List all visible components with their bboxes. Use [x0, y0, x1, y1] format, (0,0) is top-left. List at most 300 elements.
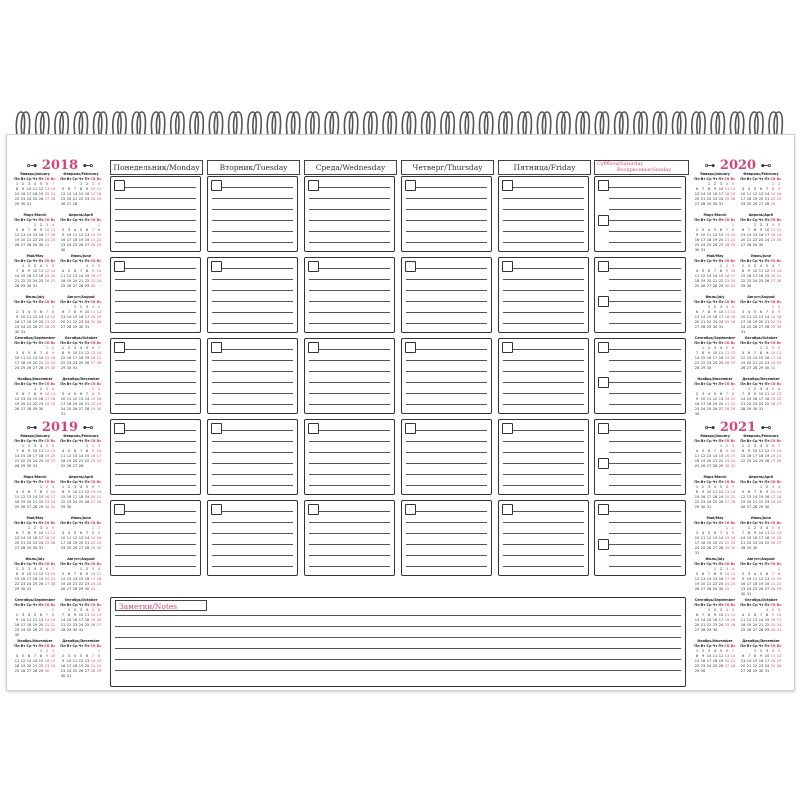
date-checkbox[interactable] — [114, 423, 125, 434]
writing-line[interactable] — [115, 279, 196, 280]
day-cell[interactable] — [110, 419, 201, 495]
writing-line[interactable] — [503, 441, 584, 442]
writing-line[interactable] — [406, 544, 487, 545]
day-cell[interactable] — [498, 419, 589, 495]
writing-line[interactable] — [406, 220, 487, 221]
writing-line[interactable] — [406, 231, 487, 232]
writing-line[interactable] — [125, 268, 196, 269]
writing-line[interactable] — [609, 231, 681, 232]
year-title-2018: ⊶ 2018 ⊷ — [26, 158, 94, 173]
date-checkbox[interactable] — [598, 423, 609, 434]
writing-line[interactable] — [115, 312, 196, 313]
writing-line[interactable] — [222, 511, 293, 512]
day-header-weekend — [594, 160, 689, 175]
writing-line[interactable] — [609, 485, 681, 486]
writing-line[interactable] — [609, 430, 681, 431]
date-checkbox[interactable] — [114, 504, 125, 515]
writing-line[interactable] — [319, 268, 390, 269]
writing-line[interactable] — [319, 430, 390, 431]
date-checkbox[interactable] — [598, 215, 609, 226]
writing-line[interactable] — [309, 323, 390, 324]
writing-line[interactable] — [309, 533, 390, 534]
writing-line[interactable] — [416, 511, 487, 512]
day-cell[interactable] — [207, 338, 298, 414]
mini-month-grid: Пн Вт Ср Чт Пт Сб Вс 1 2 3 4 5 6 7 8 9 10 11 12 13 14 15 16 17 18 19 20 21 22 23 24 25 26 27 28 — [60, 177, 102, 206]
writing-line[interactable] — [609, 290, 681, 291]
writing-line[interactable] — [115, 463, 196, 464]
writing-line[interactable] — [212, 533, 293, 534]
mini-month-title: Май/May — [706, 516, 724, 520]
day-cell[interactable] — [304, 338, 395, 414]
writing-line[interactable] — [609, 533, 681, 534]
mini-month-title: Май/May — [26, 254, 44, 258]
writing-line[interactable] — [309, 198, 390, 199]
date-checkbox[interactable] — [598, 539, 609, 550]
writing-line[interactable] — [503, 323, 584, 324]
mini-month — [694, 557, 736, 597]
date-checkbox[interactable] — [211, 423, 222, 434]
writing-line[interactable] — [212, 231, 293, 232]
writing-line[interactable] — [319, 349, 390, 350]
writing-line[interactable] — [609, 209, 681, 210]
day-cell[interactable] — [401, 419, 492, 495]
writing-line[interactable] — [115, 393, 196, 394]
writing-line[interactable] — [406, 279, 487, 280]
mini-month — [740, 336, 782, 376]
mini-month-title: Июнь/June — [70, 516, 92, 520]
ornament-icon: ⊶ — [704, 421, 716, 434]
writing-line[interactable] — [125, 187, 196, 188]
mini-month-grid: Пн Вт Ср Чт Пт Сб Вс 1 2 3 4 5 6 7 8 9 10 11 12 13 14 15 16 17 18 19 20 21 22 23 24 25 26 27 28 29 30 — [740, 480, 782, 509]
writing-line[interactable] — [309, 312, 390, 313]
writing-line[interactable] — [406, 242, 487, 243]
writing-line[interactable] — [115, 566, 196, 567]
writing-line[interactable] — [609, 312, 681, 313]
writing-line[interactable] — [222, 430, 293, 431]
writing-line[interactable] — [503, 209, 584, 210]
writing-line[interactable] — [609, 555, 681, 556]
mini-month-grid: Пн Вт Ср Чт Пт Сб Вс 1 2 3 4 5 6 7 8 9 10 11 12 13 14 15 16 17 18 19 20 21 22 23 24 25 26 27 28 29 30 31 — [60, 300, 102, 329]
writing-line[interactable] — [309, 209, 390, 210]
day-cell[interactable] — [401, 257, 492, 333]
writing-line[interactable] — [212, 382, 293, 383]
date-checkbox[interactable] — [114, 261, 125, 272]
mini-month-grid: Пн Вт Ср Чт Пт Сб Вс 1 2 3 4 5 6 7 8 9 10 11 12 13 14 15 16 17 18 19 20 21 22 23 24 25 26 27 28 29 30 31 — [60, 644, 102, 678]
writing-line[interactable] — [503, 522, 584, 523]
writing-line[interactable] — [503, 393, 584, 394]
writing-line[interactable] — [503, 452, 584, 453]
writing-line[interactable] — [609, 441, 681, 442]
writing-line[interactable] — [503, 220, 584, 221]
writing-line[interactable] — [406, 463, 487, 464]
writing-line[interactable] — [309, 301, 390, 302]
writing-line[interactable] — [406, 198, 487, 199]
writing-line[interactable] — [212, 209, 293, 210]
mini-month-grid: Пн Вт Ср Чт Пт Сб Вс 1 2 3 4 5 6 7 8 9 10 11 12 13 14 15 16 17 18 19 20 21 22 23 24 25 26 27 28 29 30 31 — [740, 562, 782, 596]
writing-line[interactable] — [503, 566, 584, 567]
writing-line[interactable] — [416, 187, 487, 188]
writing-line[interactable] — [115, 371, 196, 372]
writing-line[interactable] — [115, 301, 196, 302]
writing-line[interactable] — [115, 555, 196, 556]
writing-line[interactable] — [222, 349, 293, 350]
writing-line[interactable] — [503, 474, 584, 475]
writing-line[interactable] — [212, 290, 293, 291]
weekend-cell[interactable] — [594, 500, 686, 576]
writing-line[interactable] — [503, 533, 584, 534]
writing-line[interactable] — [513, 268, 584, 269]
mini-month-grid: Пн Вт Ср Чт Пт Сб Вс 1 2 3 4 5 6 7 8 9 10 11 12 13 14 15 16 17 18 19 20 21 22 23 24 25 26 27 28 29 30 31 — [14, 562, 56, 591]
mini-month-title: Январь/January — [700, 434, 730, 438]
mini-month-grid: Пн Вт Ср Чт Пт Сб Вс 1 2 3 4 5 6 7 8 9 10 11 12 13 14 15 16 17 18 19 20 21 22 23 24 25 26 27 28 29 30 — [14, 382, 56, 411]
writing-line[interactable] — [309, 220, 390, 221]
writing-line[interactable] — [406, 312, 487, 313]
writing-line[interactable] — [115, 220, 196, 221]
date-checkbox[interactable] — [598, 342, 609, 353]
day-cell[interactable] — [304, 419, 395, 495]
writing-line[interactable] — [609, 301, 681, 302]
date-checkbox[interactable] — [308, 180, 319, 191]
date-checkbox[interactable] — [308, 261, 319, 272]
writing-line[interactable] — [115, 452, 196, 453]
writing-line[interactable] — [406, 533, 487, 534]
writing-line[interactable] — [309, 441, 390, 442]
date-checkbox[interactable] — [598, 180, 609, 191]
writing-line[interactable] — [115, 382, 196, 383]
writing-line[interactable] — [609, 349, 681, 350]
writing-line[interactable] — [503, 485, 584, 486]
day-cell[interactable] — [110, 257, 201, 333]
ornament-icon: ⊶ — [26, 421, 38, 434]
day-cell[interactable] — [304, 500, 395, 576]
weekend-cell[interactable] — [594, 419, 686, 495]
writing-line[interactable] — [115, 360, 196, 361]
writing-line[interactable] — [309, 485, 390, 486]
notes-line[interactable] — [115, 659, 681, 660]
ornament-icon: ⊷ — [760, 421, 772, 434]
writing-line[interactable] — [115, 231, 196, 232]
day-cell[interactable] — [110, 338, 201, 414]
writing-line[interactable] — [125, 430, 196, 431]
writing-line[interactable] — [309, 242, 390, 243]
writing-line[interactable] — [309, 522, 390, 523]
mini-month-grid: Пн Вт Ср Чт Пт Сб Вс 1 2 3 4 5 6 7 8 9 10 11 12 13 14 15 16 17 18 19 20 21 22 23 24 25 26 27 28 29 30 31 — [740, 382, 782, 411]
day-cell[interactable] — [304, 176, 395, 252]
year-title-2020: ⊶ 2020 ⊷ — [704, 158, 772, 173]
mini-month — [740, 295, 782, 335]
writing-line[interactable] — [309, 393, 390, 394]
ornament-icon: ⊷ — [760, 159, 772, 172]
date-checkbox[interactable] — [598, 458, 609, 469]
date-checkbox[interactable] — [308, 342, 319, 353]
notes-line[interactable] — [115, 615, 681, 616]
writing-line[interactable] — [609, 268, 681, 269]
mini-month-title: Декабрь/December — [742, 639, 780, 643]
writing-line[interactable] — [513, 511, 584, 512]
writing-line[interactable] — [115, 404, 196, 405]
writing-line[interactable] — [212, 474, 293, 475]
writing-line[interactable] — [212, 522, 293, 523]
writing-line[interactable] — [503, 279, 584, 280]
day-cell[interactable] — [401, 500, 492, 576]
day-cell[interactable] — [207, 257, 298, 333]
date-checkbox[interactable] — [502, 180, 513, 191]
writing-line[interactable] — [309, 544, 390, 545]
writing-line[interactable] — [309, 231, 390, 232]
writing-line[interactable] — [503, 404, 584, 405]
day-cell[interactable] — [498, 500, 589, 576]
writing-line[interactable] — [115, 441, 196, 442]
writing-line[interactable] — [212, 312, 293, 313]
date-checkbox[interactable] — [502, 423, 513, 434]
writing-line[interactable] — [609, 187, 681, 188]
writing-line[interactable] — [609, 404, 681, 405]
writing-line[interactable] — [609, 360, 681, 361]
day-cell[interactable] — [110, 176, 201, 252]
writing-line[interactable] — [609, 544, 681, 545]
writing-line[interactable] — [309, 290, 390, 291]
writing-line[interactable] — [609, 522, 681, 523]
mini-month — [740, 377, 782, 417]
writing-line[interactable] — [609, 198, 681, 199]
writing-line[interactable] — [212, 323, 293, 324]
mini-month-grid: Пн Вт Ср Чт Пт Сб Вс 1 2 3 4 5 6 7 8 9 10 11 12 13 14 15 16 17 18 19 20 21 22 23 24 25 26 27 28 29 30 31 — [694, 177, 736, 206]
writing-line[interactable] — [115, 323, 196, 324]
day-cell[interactable] — [498, 176, 589, 252]
mini-month-title: Март/March — [703, 213, 727, 217]
mini-month — [694, 434, 736, 474]
writing-line[interactable] — [416, 349, 487, 350]
mini-month-grid: Пн Вт Ср Чт Пт Сб Вс 1 2 3 4 5 6 7 8 9 10 11 12 13 14 15 16 17 18 19 20 21 22 23 24 25 26 27 28 29 30 — [694, 341, 736, 370]
mini-month — [14, 516, 56, 556]
writing-line[interactable] — [319, 187, 390, 188]
writing-line[interactable] — [513, 187, 584, 188]
date-checkbox[interactable] — [598, 377, 609, 388]
writing-line[interactable] — [503, 242, 584, 243]
date-checkbox[interactable] — [308, 423, 319, 434]
writing-line[interactable] — [609, 279, 681, 280]
writing-line[interactable] — [503, 312, 584, 313]
writing-line[interactable] — [503, 555, 584, 556]
date-checkbox[interactable] — [211, 342, 222, 353]
date-checkbox[interactable] — [502, 504, 513, 515]
writing-line[interactable] — [513, 430, 584, 431]
date-checkbox[interactable] — [598, 504, 609, 515]
weekend-cell[interactable] — [594, 257, 686, 333]
writing-line[interactable] — [212, 404, 293, 405]
mini-month-grid: Пн Вт Ср Чт Пт Сб Вс 1 2 3 4 5 6 7 8 9 10 11 12 13 14 15 16 17 18 19 20 21 22 23 24 25 26 27 28 29 30 — [60, 521, 102, 550]
writing-line[interactable] — [406, 485, 487, 486]
writing-line[interactable] — [416, 430, 487, 431]
writing-line[interactable] — [309, 279, 390, 280]
date-checkbox[interactable] — [211, 504, 222, 515]
day-cell[interactable] — [498, 338, 589, 414]
writing-line[interactable] — [503, 301, 584, 302]
writing-line[interactable] — [115, 485, 196, 486]
date-checkbox[interactable] — [598, 296, 609, 307]
writing-line[interactable] — [212, 242, 293, 243]
date-checkbox[interactable] — [405, 504, 416, 515]
writing-line[interactable] — [406, 323, 487, 324]
date-checkbox[interactable] — [405, 342, 416, 353]
mini-month-title: Сентябрь/September — [14, 336, 56, 340]
writing-line[interactable] — [609, 393, 681, 394]
date-checkbox[interactable] — [405, 261, 416, 272]
day-cell[interactable] — [498, 257, 589, 333]
writing-line[interactable] — [503, 198, 584, 199]
date-checkbox[interactable] — [405, 423, 416, 434]
writing-line[interactable] — [503, 544, 584, 545]
writing-line[interactable] — [406, 555, 487, 556]
writing-line[interactable] — [609, 474, 681, 475]
mini-month — [14, 434, 56, 474]
day-cell[interactable] — [401, 338, 492, 414]
writing-line[interactable] — [406, 382, 487, 383]
notes-box[interactable] — [110, 597, 686, 687]
mini-month-title: Май/May — [706, 254, 724, 258]
sunday-label: Воскресенье/Sunday — [617, 167, 672, 173]
writing-line[interactable] — [212, 220, 293, 221]
writing-line[interactable] — [406, 404, 487, 405]
writing-line[interactable] — [503, 231, 584, 232]
writing-line[interactable] — [222, 268, 293, 269]
day-cell[interactable] — [304, 257, 395, 333]
weekend-cell[interactable] — [594, 338, 686, 414]
mini-month-grid: Пн Вт Ср Чт Пт Сб Вс 1 2 3 4 5 6 7 8 9 10 11 12 13 14 15 16 17 18 19 20 21 22 23 24 25 26 27 28 29 30 — [694, 603, 736, 632]
writing-line[interactable] — [406, 474, 487, 475]
writing-line[interactable] — [406, 441, 487, 442]
writing-line[interactable] — [609, 323, 681, 324]
writing-line[interactable] — [503, 360, 584, 361]
date-checkbox[interactable] — [114, 342, 125, 353]
writing-line[interactable] — [309, 474, 390, 475]
writing-line[interactable] — [212, 485, 293, 486]
writing-line[interactable] — [503, 382, 584, 383]
writing-line[interactable] — [309, 452, 390, 453]
writing-line[interactable] — [115, 209, 196, 210]
writing-line[interactable] — [309, 566, 390, 567]
date-checkbox[interactable] — [114, 180, 125, 191]
writing-line[interactable] — [115, 290, 196, 291]
writing-line[interactable] — [125, 511, 196, 512]
writing-line[interactable] — [212, 463, 293, 464]
writing-line[interactable] — [212, 301, 293, 302]
writing-line[interactable] — [212, 452, 293, 453]
writing-line[interactable] — [212, 198, 293, 199]
writing-line[interactable] — [115, 522, 196, 523]
writing-line[interactable] — [406, 452, 487, 453]
writing-line[interactable] — [212, 279, 293, 280]
date-checkbox[interactable] — [211, 180, 222, 191]
writing-line[interactable] — [115, 198, 196, 199]
mini-month-grid: Пн Вт Ср Чт Пт Сб Вс 1 2 3 4 5 6 7 8 9 10 11 12 13 14 15 16 17 18 19 20 21 22 23 24 25 26 27 28 — [60, 439, 102, 468]
writing-line[interactable] — [609, 452, 681, 453]
notes-line[interactable] — [115, 637, 681, 638]
day-cell[interactable] — [207, 500, 298, 576]
mini-month — [14, 377, 56, 417]
writing-line[interactable] — [319, 511, 390, 512]
date-checkbox[interactable] — [211, 261, 222, 272]
writing-line[interactable] — [212, 441, 293, 442]
day-cell[interactable] — [110, 500, 201, 576]
writing-line[interactable] — [406, 290, 487, 291]
writing-line[interactable] — [406, 209, 487, 210]
date-checkbox[interactable] — [308, 504, 319, 515]
writing-line[interactable] — [503, 371, 584, 372]
writing-line[interactable] — [309, 360, 390, 361]
writing-line[interactable] — [212, 566, 293, 567]
writing-line[interactable] — [406, 360, 487, 361]
writing-line[interactable] — [406, 371, 487, 372]
writing-line[interactable] — [609, 463, 681, 464]
writing-line[interactable] — [503, 463, 584, 464]
mini-month-grid: Пн Вт Ср Чт Пт Сб Вс 1 2 3 4 5 6 7 8 9 10 11 12 13 14 15 16 17 18 19 20 21 22 23 24 25 26 27 28 29 30 — [740, 218, 782, 247]
writing-line[interactable] — [513, 349, 584, 350]
writing-line[interactable] — [609, 242, 681, 243]
weekend-cell[interactable] — [594, 176, 686, 252]
date-checkbox[interactable] — [502, 261, 513, 272]
mini-month — [694, 336, 736, 376]
writing-line[interactable] — [115, 242, 196, 243]
writing-line[interactable] — [309, 371, 390, 372]
date-checkbox[interactable] — [598, 261, 609, 272]
writing-line[interactable] — [309, 463, 390, 464]
mini-month-grid: Пн Вт Ср Чт Пт Сб Вс 1 2 3 4 5 6 7 8 9 10 11 12 13 14 15 16 17 18 19 20 21 22 23 24 25 26 27 28 29 30 31 — [14, 300, 56, 334]
writing-line[interactable] — [212, 393, 293, 394]
date-checkbox[interactable] — [502, 342, 513, 353]
writing-line[interactable] — [406, 566, 487, 567]
writing-line[interactable] — [309, 555, 390, 556]
day-cell[interactable] — [207, 176, 298, 252]
writing-line[interactable] — [406, 393, 487, 394]
notes-line[interactable] — [115, 670, 681, 671]
writing-line[interactable] — [609, 220, 681, 221]
writing-line[interactable] — [125, 349, 196, 350]
writing-line[interactable] — [609, 511, 681, 512]
mini-month-grid: Пн Вт Ср Чт Пт Сб Вс 1 2 3 4 5 6 7 8 9 10 11 12 13 14 15 16 17 18 19 20 21 22 23 24 25 26 27 28 29 30 31 — [740, 300, 782, 334]
day-cell[interactable] — [207, 419, 298, 495]
mini-month-title: Декабрь/December — [742, 377, 780, 381]
mini-month — [694, 598, 736, 638]
writing-line[interactable] — [609, 566, 681, 567]
writing-line[interactable] — [212, 555, 293, 556]
writing-line[interactable] — [406, 522, 487, 523]
writing-line[interactable] — [212, 544, 293, 545]
writing-line[interactable] — [609, 382, 681, 383]
notes-line[interactable] — [115, 648, 681, 649]
mini-month-title: Декабрь/December — [62, 639, 100, 643]
writing-line[interactable] — [503, 290, 584, 291]
writing-line[interactable] — [222, 187, 293, 188]
writing-line[interactable] — [115, 533, 196, 534]
writing-line[interactable] — [406, 301, 487, 302]
day-cell[interactable] — [401, 176, 492, 252]
writing-line[interactable] — [115, 544, 196, 545]
mini-month-title: Сентябрь/September — [694, 598, 736, 602]
writing-line[interactable] — [212, 360, 293, 361]
writing-line[interactable] — [309, 404, 390, 405]
writing-line[interactable] — [416, 268, 487, 269]
writing-line[interactable] — [115, 474, 196, 475]
notes-line[interactable] — [115, 626, 681, 627]
writing-line[interactable] — [212, 371, 293, 372]
writing-line[interactable] — [609, 371, 681, 372]
mini-month-grid: Пн Вт Ср Чт Пт Сб Вс 1 2 3 4 5 6 7 8 9 10 11 12 13 14 15 16 17 18 19 20 21 22 23 24 25 26 27 28 29 30 31 — [14, 521, 56, 550]
writing-line[interactable] — [309, 382, 390, 383]
date-checkbox[interactable] — [405, 180, 416, 191]
year-title-2021: ⊶ 2021 ⊷ — [704, 420, 772, 435]
mini-month — [740, 639, 782, 679]
